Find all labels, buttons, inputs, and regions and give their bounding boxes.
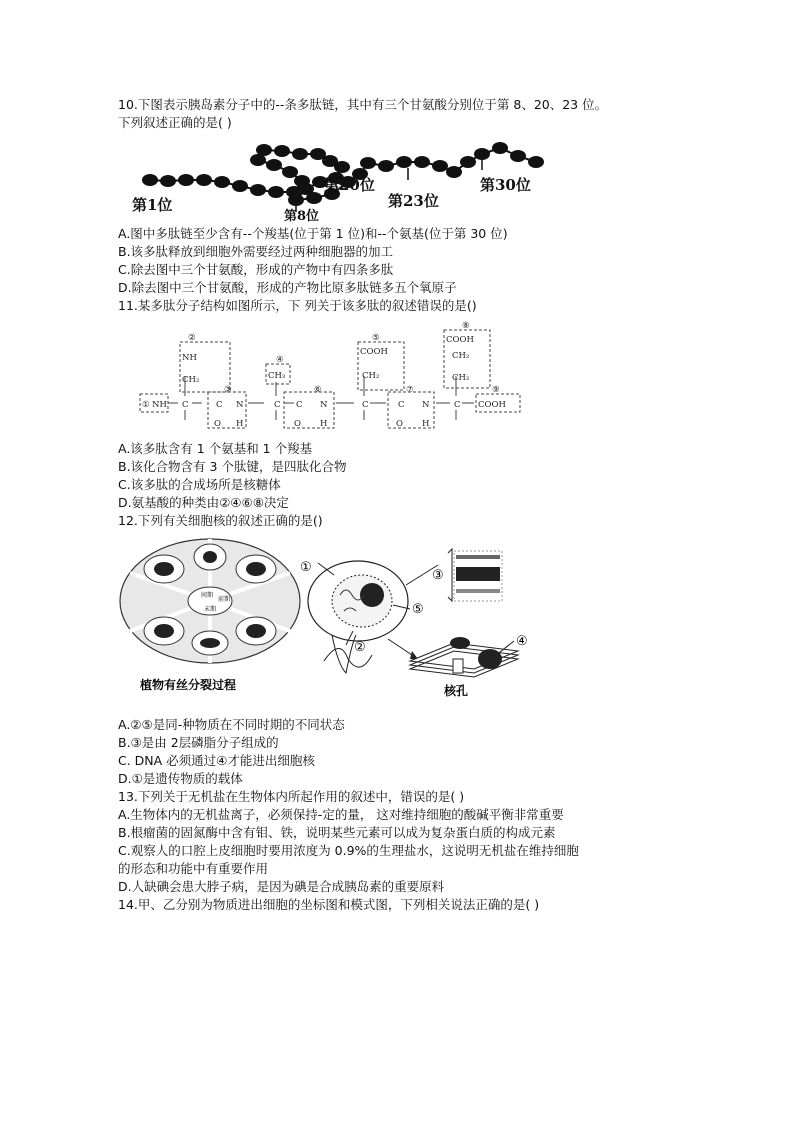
q12-stem: 12.下列有关细胞核的叙述正确的是() — [118, 513, 323, 528]
nucleopore-label: 核孔 — [444, 684, 469, 698]
circle-5: ⑤ — [372, 333, 380, 343]
ch3-side: CH₃ — [268, 371, 286, 381]
q13-option-b: B.根瘤菌的固氮酶中含有钼、铁，说明某些元素可以成为复杂蛋白质的构成元素 — [118, 825, 556, 840]
q11-option-b: B.该化合物含有 3 个肽键，是四肽化合物 — [118, 459, 347, 474]
c-atom-7: C — [454, 400, 461, 410]
o-atom-2: O — [294, 419, 301, 429]
mitosis-wheel — [120, 539, 300, 663]
ch2-side-2: CH₂ — [362, 371, 380, 381]
circle-1: ① — [142, 400, 150, 410]
cooh-side-2: COOH — [446, 335, 474, 345]
c-atom-2: C — [216, 400, 223, 410]
ch2-side-1: CH₂ — [182, 375, 200, 385]
label-position-20: 第20位 — [324, 176, 375, 194]
circle-8: ⑧ — [462, 321, 470, 331]
circle-6: ⑥ — [314, 385, 322, 395]
q10-option-a: A.图中多肽链至少含有--个羧基(位于第 1 位)和--个氨基(位于第 30 位) — [118, 226, 508, 241]
nh-side: NH — [182, 353, 197, 363]
q12-option-d: D.①是遗传物质的载体 — [118, 771, 243, 786]
circle-3: ③ — [224, 385, 232, 395]
circle-9: ⑨ — [492, 385, 500, 395]
label-c3: ③ — [432, 568, 444, 583]
c-atom-5: C — [362, 400, 369, 410]
q11-stem: 11.某多肽分子结构如图所示，下 列关于该多肽的叙述错误的是() — [118, 298, 477, 313]
membrane-enlargement — [448, 549, 502, 601]
q13-option-d: D.人缺碘会患大脖子病，是因为碘是合成胰岛素的重要原料 — [118, 879, 445, 894]
q12-option-a: A.②⑤是同-种物质在不同时期的不同状态 — [118, 717, 345, 732]
label-c1: ① — [300, 560, 312, 575]
label-c2: ② — [354, 640, 366, 655]
label-c5: ⑤ — [412, 602, 424, 617]
q12-cell-nucleus-figure — [118, 535, 548, 705]
q13-option-a: A.生物体内的无机盐离子，必须保持-定的量， 这对维持细胞的酸碱平衡非常重要 — [118, 807, 564, 822]
q14-stem: 14.甲、乙分别为物质进出细胞的坐标图和模式图，下列相关说法正确的是( ) — [118, 897, 540, 912]
mitosis-caption: 植物有丝分裂过程 — [140, 678, 237, 692]
o-atom-3: O — [396, 419, 403, 429]
q10-peptide-chain-figure — [118, 136, 548, 224]
q10-stem-line2: 下列叙述正确的是( ) — [118, 115, 232, 130]
label-position-8: 第8位 — [284, 209, 320, 224]
n-atom-3: N — [422, 400, 430, 410]
q11-option-d: D.氨基酸的种类由②④⑥⑧决定 — [118, 495, 289, 510]
n-atom-1: N — [236, 400, 244, 410]
q13-option-c: C.观察人的口腔上皮细胞时要用浓度为 0.9%的生理盐水，这说明无机盐在维持细胞 — [118, 843, 579, 858]
label-position-1: 第1位 — [132, 196, 173, 214]
center-label-1: 间期 — [201, 592, 214, 599]
c-atom-1: C — [182, 400, 189, 410]
h-atom-2: H — [320, 419, 328, 429]
n-atom-2: N — [320, 400, 328, 410]
ch2-side-3: CH₂ — [452, 351, 470, 361]
label-position-30: 第30位 — [480, 176, 531, 194]
center-label-3: 末期 — [204, 606, 217, 613]
cooh-terminal: COOH — [478, 400, 506, 410]
q12-option-b: B.③是由 2层磷脂分子组成的 — [118, 735, 279, 750]
q13-option-c-cont: 的形态和功能中有重要作用 — [118, 861, 269, 876]
q10-option-c: C.除去图中三个甘氨酸，形成的产物中有四条多肽 — [118, 262, 394, 277]
h-atom-3: H — [422, 419, 430, 429]
h-atom-1: H — [236, 419, 244, 429]
c-atom-4: C — [296, 400, 303, 410]
label-c4: ④ — [516, 634, 528, 649]
c-atom-3: C — [274, 400, 281, 410]
label-position-23: 第23位 — [388, 192, 439, 210]
q10-option-b: B.该多肽释放到细胞外需要经过两种细胞器的加工 — [118, 244, 394, 259]
q11-polypeptide-structure-figure — [136, 320, 526, 430]
cooh-side: COOH — [360, 347, 388, 357]
center-label-2: 前期 — [218, 596, 231, 603]
circle-7: ⑦ — [406, 385, 414, 395]
q12-option-c: C. DNA 必须通过④才能进出细胞核 — [118, 753, 315, 768]
q13-stem: 13.下列关于无机盐在生物体内所起作用的叙述中，错误的是( ) — [118, 789, 465, 804]
cell-diagram — [308, 561, 410, 673]
q10-stem-line1: 10.下图表示胰岛素分子中的--条多肽链，其中有三个甘氨酸分别位于第 8、20、23 位。 — [118, 97, 608, 112]
q11-option-c: C.该多肽的合成场所是核糖体 — [118, 477, 281, 492]
circle-4: ④ — [276, 355, 284, 365]
c-atom-6: C — [398, 400, 405, 410]
q10-option-d: D.除去图中三个甘氨酸，形成的产物比原多肽链多五个氧原子 — [118, 280, 457, 295]
circle-2: ② — [188, 333, 196, 343]
nuclear-pore-diagram — [410, 637, 518, 677]
q11-option-a: A.该多肽含有 1 个氨基和 1 个羧基 — [118, 441, 313, 456]
nh-terminal: NH — [152, 400, 167, 410]
ch2-side-4: CH₂ — [452, 373, 470, 383]
o-atom-1: O — [214, 419, 221, 429]
